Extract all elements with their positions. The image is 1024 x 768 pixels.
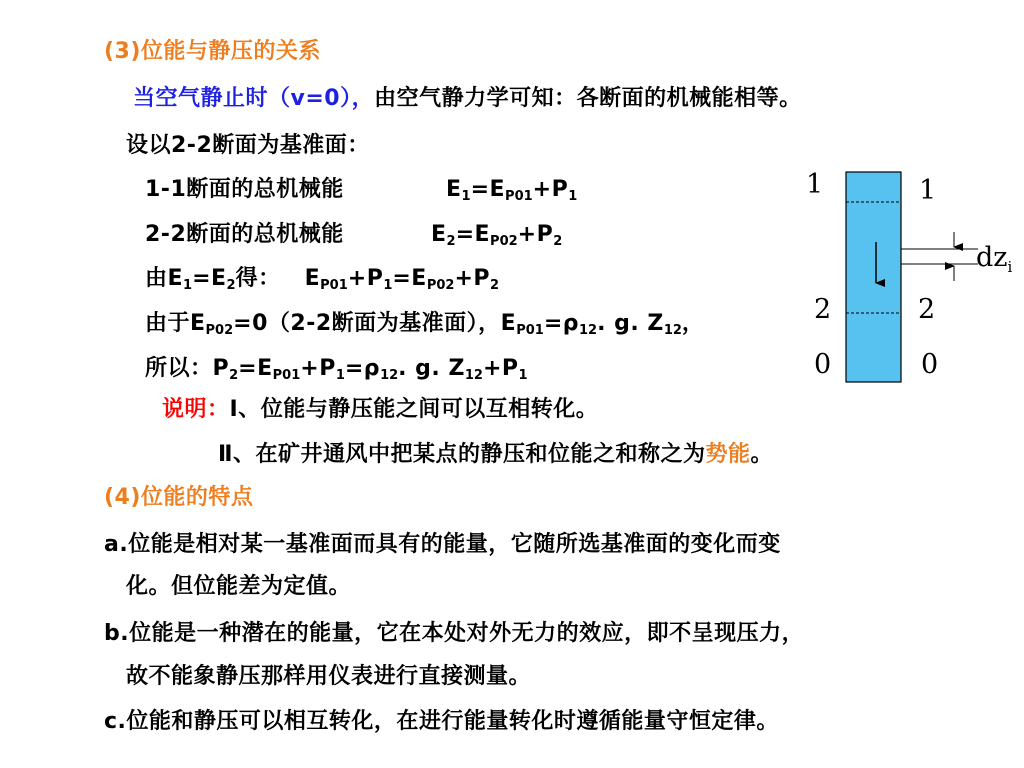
label-2-left: 2 [814,294,832,325]
datum-condition-line: 由于$E_{P02}=0(2-2$断面为基准面），$E_{P01}=\rho_{12}$. g. $Z_{12}$， [145,311,705,338]
explanation-label: 说明： [162,397,230,422]
label-1-left: 1 [806,169,824,200]
potential-energy-term: 势能 [705,442,751,467]
e1-label: 1-1断面的总机械能 [145,177,344,202]
label-1-right: 1 [919,175,937,206]
shaft-diagram [790,160,1024,400]
e1-equation: $E_1=E_{P01}+P_1$ [446,177,578,204]
equal-energy-statement: 由空气静力学可知：各断面的机械能相等。 [374,86,802,111]
label-0-right: 0 [921,349,939,380]
intro-line [133,84,802,114]
point-a-line-1: a.位能是相对某一基准面而具有的能量，它随所选基准面的变化而变 [104,532,781,557]
energy-equality-line: 由$E_1=E_2$得： $E_{P01}+P_1=E_{P02}+P_2$ [145,266,500,293]
section3-title: (3)位能与静压的关系 [104,39,321,64]
explanation-line-2: Ⅱ、在矿井通风中把某点的静压和位能之和称之为势能。 [218,442,774,467]
static-condition: 当空气静止时（v=0）， [133,86,375,111]
dz-label: $dz_i$ [976,242,1013,276]
datum-line: 设以2-2断面为基准面： [126,133,370,158]
therefore-line: 所以：$P_2=E_{P01}+P_1=\rho_{12}$. g. $Z_{12}+P_1$ [145,356,528,383]
point-b-line-1: b.位能是一种潜在的能量，它在本处对外无力的效应，即不呈现压力， [104,621,805,646]
point-c-line: c.位能和静压可以相互转化，在进行能量转化时遵循能量守恒定律。 [104,709,779,734]
explanation-line-1: 说明：Ⅰ、位能与静压能之间可以互相转化。 [162,397,599,422]
e2-equation: $E_2=E_{P02}+P_2$ [431,222,563,249]
shaft-column [846,172,901,382]
e2-label: 2-2断面的总机械能 [145,222,344,247]
label-0-left: 0 [814,349,832,380]
section4-title: (4)位能的特点 [104,485,254,510]
label-2-right: 2 [918,294,936,325]
point-a-line-2: 化。但位能差为定值。 [126,574,352,599]
point-b-line-2: 故不能象静压那样用仪表进行直接测量。 [126,664,532,689]
